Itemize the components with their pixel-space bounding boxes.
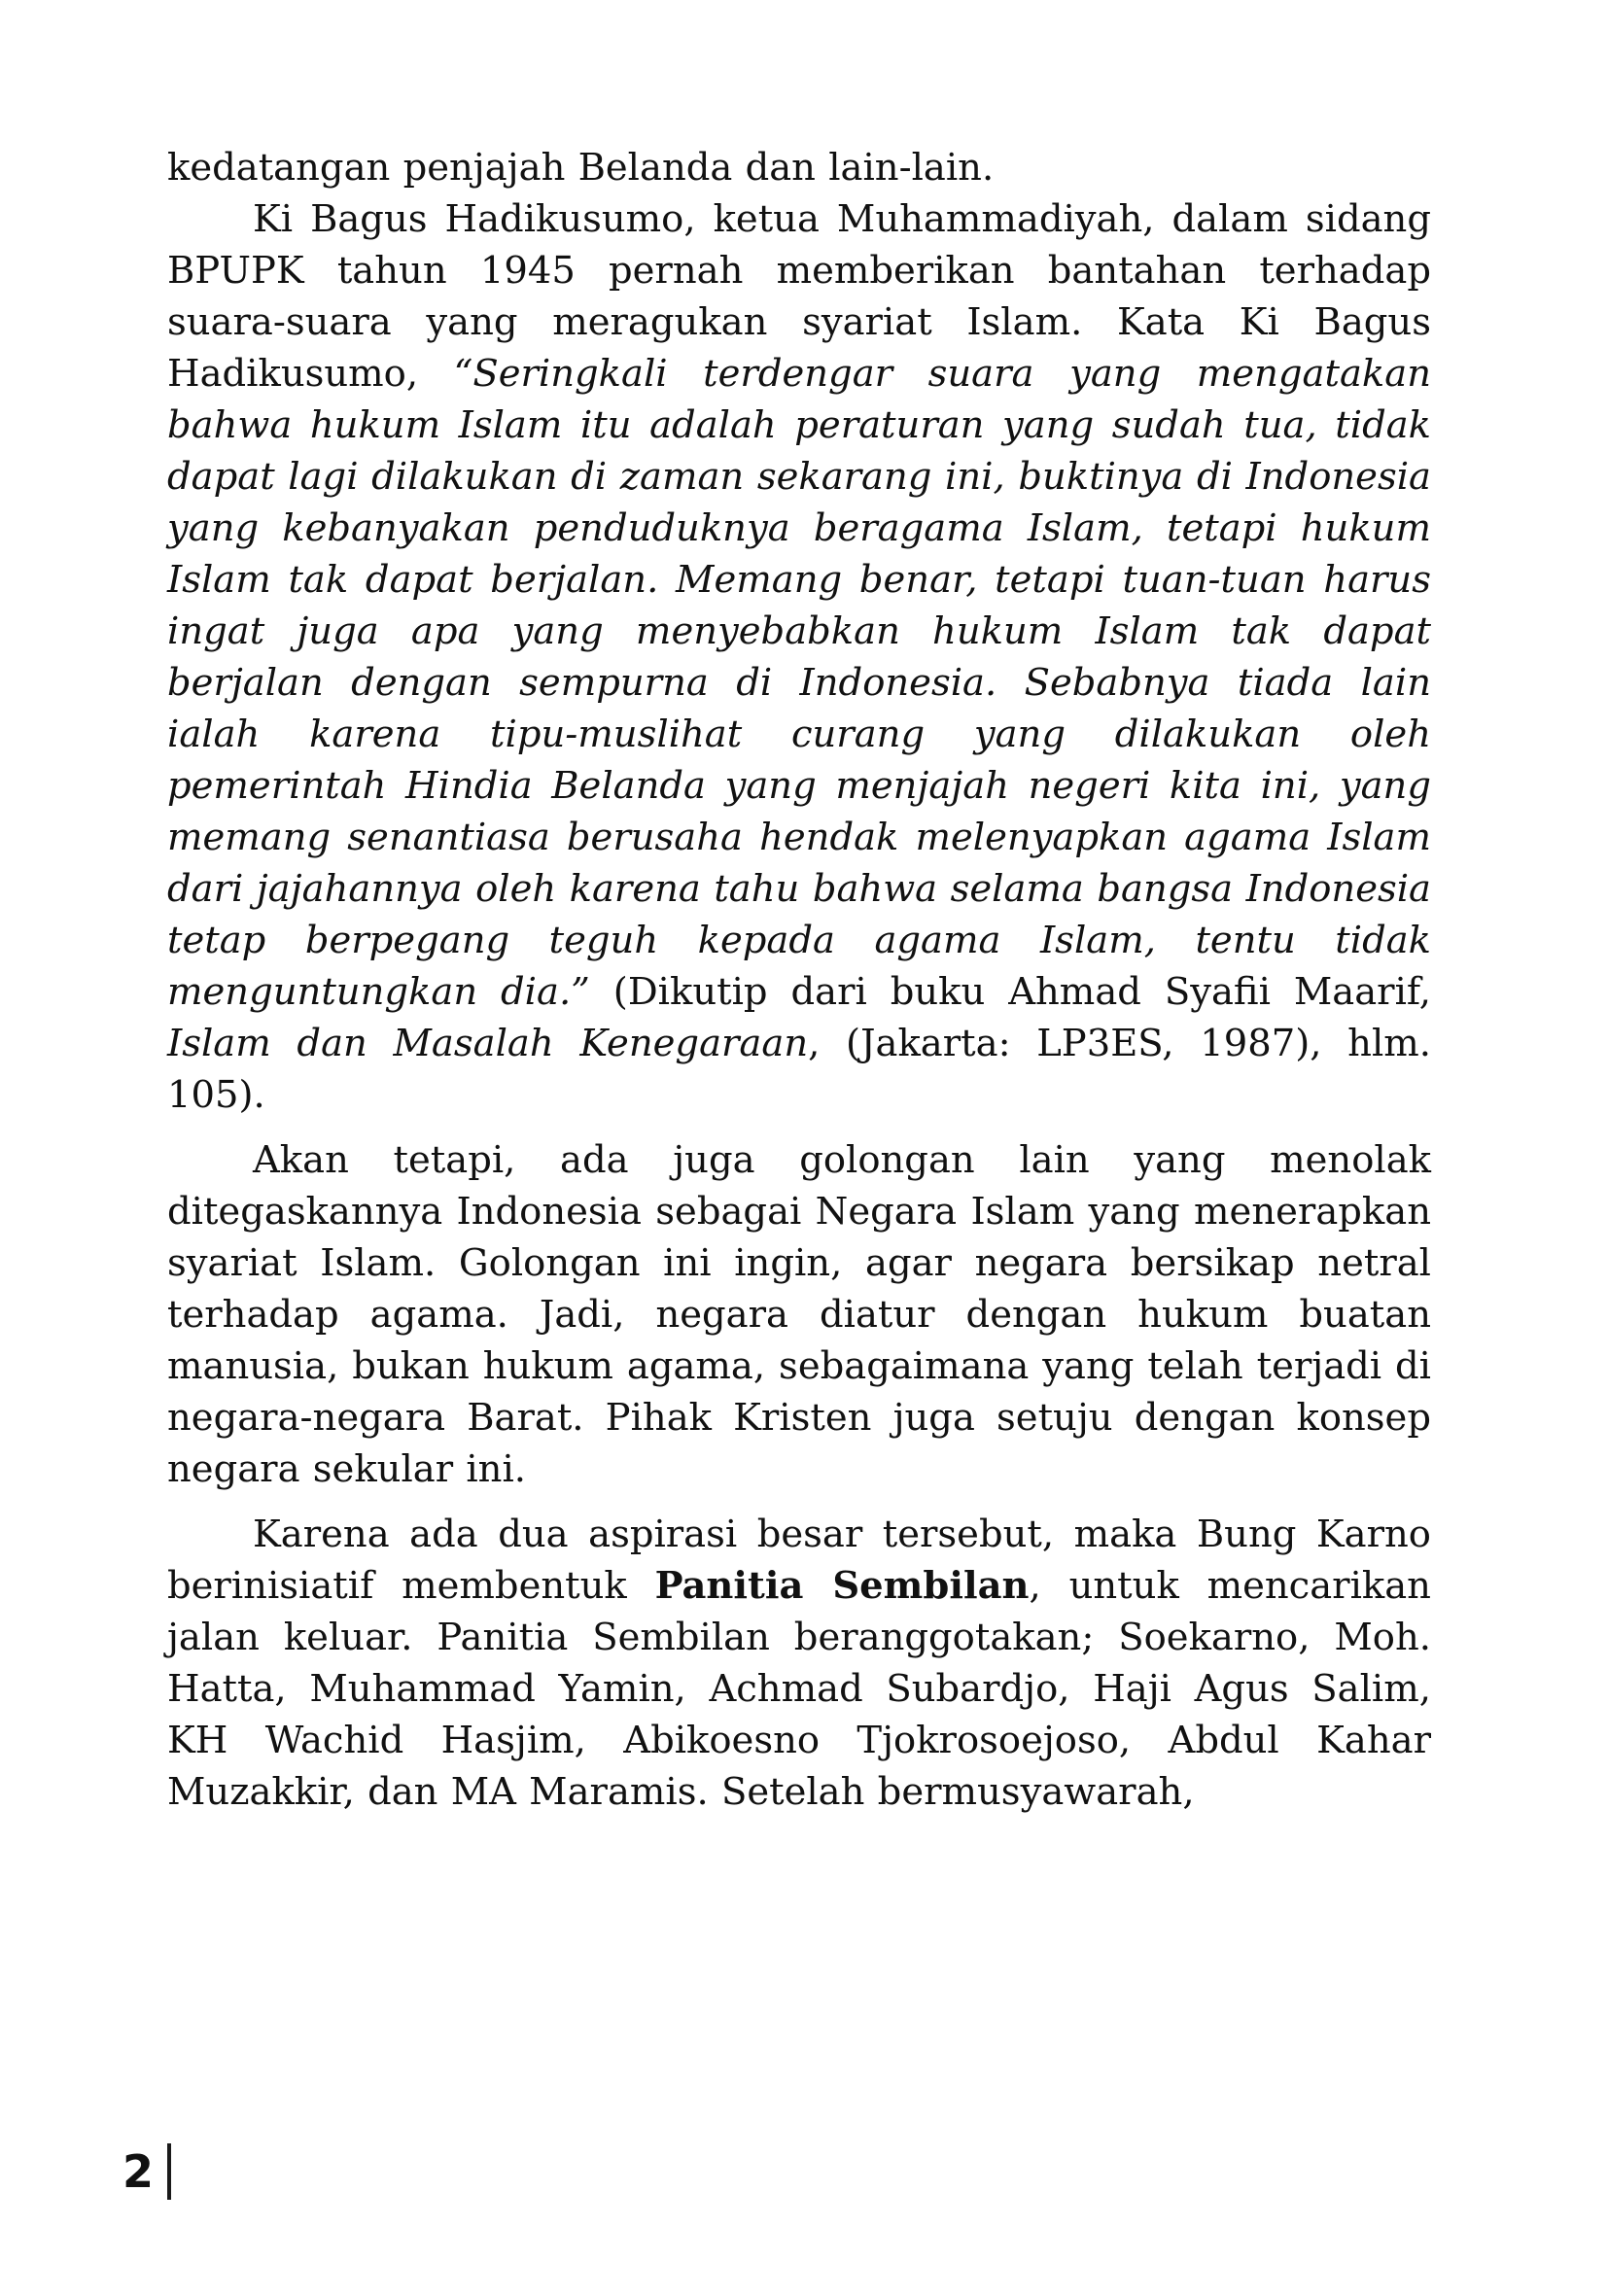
paragraph-ki-bagus-quote <box>167 193 1431 1121</box>
page-number-rule <box>167 2143 171 2200</box>
panitia-sembilan-bold: Panitia Sembilan <box>654 1564 1030 1608</box>
paragraph-akan-tetapi <box>167 1134 1431 1495</box>
paragraph-panitia-sembilan <box>167 1509 1431 1818</box>
citation-segment: , (Jakarta: LP3ES, 1987), hlm. 105). <box>167 1022 1432 1117</box>
text-segment: kedatangan penjajah Belanda dan lain-lain. <box>167 146 995 190</box>
paragraph-continuation <box>167 142 1431 193</box>
citation-segment: (Dikutip dari buku Ahmad Syafii Maarif, <box>612 970 1431 1014</box>
text-segment: , untuk mencarikan jalan keluar. Panitia Sembilan beranggotakan; Soekarno, Moh. Hatta, Muhammad Yamin, Achmad Subardjo, Haji Agus Salim, KH Wachid Hasjim, Abikoesno Tjokrosoejoso, Abdul Kahar Muzakkir, dan MA Maramis. Setelah bermusyawarah, <box>167 1564 1431 1814</box>
text-segment: Ki Bagus Hadikusumo, ketua Muhammadiyah, dalam sidang BPUPK tahun 1945 pernah memberikan bantahan terhadap suara-suara yang meragukan syariat Islam. Kata Ki Bagus Hadikusumo, <box>167 197 1431 396</box>
book-title-italic: Islam dan Masalah Kenegaraan <box>167 1022 809 1065</box>
quoted-speech-italic: “Seringkali terdengar suara yang mengatakan bahwa hukum Islam itu adalah peraturan yang sudah tua, tidak dapat lagi dilakukan di zaman sekarang ini, buktinya di Indonesia yang kebanyakan penduduknya beragama Islam, tetapi hukum Islam tak dapat berjalan. Memang benar, tetapi tuan-tuan harus ingat juga apa yang menyebabkan hukum Islam tak dapat berjalan dengan sempurna di Indonesia. Sebabnya tiada lain ialah karena tipu-muslihat curang yang dilakukan oleh pemerintah Hindia Belanda yang menjajah negeri kita ini, yang memang senantiasa berusaha hendak melenyapkan agama Islam dari jajahannya oleh karena tahu bahwa selama bangsa Indonesia tetap berpegang teguh kepada agama Islam, tentu tidak menguntungkan dia.” <box>167 352 1431 1014</box>
book-page-text <box>167 142 1431 1818</box>
text-segment: Karena ada dua aspirasi besar tersebut, maka Bung Karno berinisiatif membentuk <box>167 1513 1431 1608</box>
page-footer <box>122 2143 171 2200</box>
text-segment: Akan tetapi, ada juga golongan lain yang menolak ditegaskannya Indonesia sebagai Negara Islam yang menerapkan syariat Islam. Golongan ini ingin, agar negara bersikap netral terhadap agama. Jadi, negara diatur dengan hukum buatan manusia, bukan hukum agama, sebagaimana yang telah terjadi di negara-negara Barat. Pihak Kristen juga setuju dengan konsep negara sekular ini. <box>167 1138 1431 1491</box>
page-number: 2 <box>122 2145 155 2198</box>
